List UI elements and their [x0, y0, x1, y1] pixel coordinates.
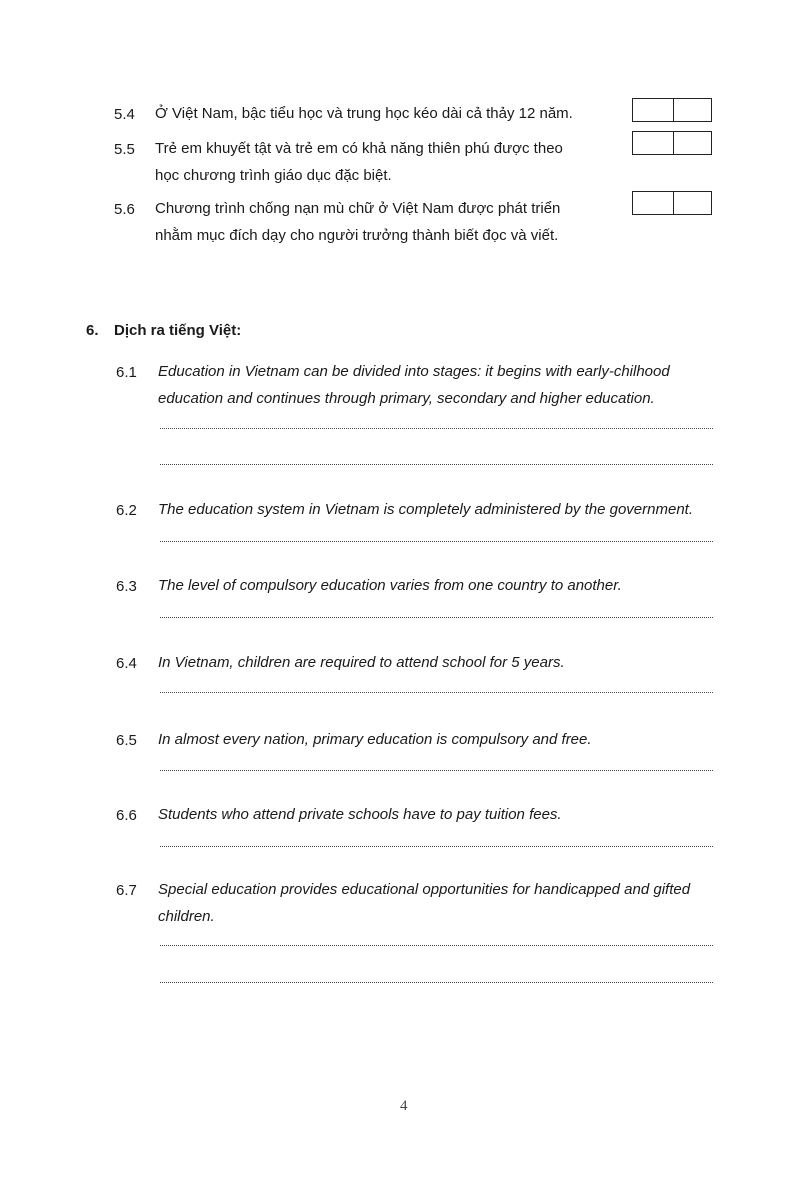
- question-number: 5.4: [114, 106, 135, 123]
- answer-box[interactable]: [632, 98, 712, 122]
- answer-line[interactable]: [160, 692, 713, 693]
- item-text: In almost every nation, primary education is compulsory and free.: [158, 731, 592, 748]
- item-number: 6.1: [116, 364, 137, 381]
- answer-line[interactable]: [160, 945, 713, 946]
- item-number: 6.5: [116, 732, 137, 749]
- section-number: 6.: [86, 322, 99, 339]
- section-heading: [86, 322, 241, 339]
- answer-line[interactable]: [160, 541, 713, 542]
- question-text: Trẻ em khuyết tật và trẻ em có khả năng thiên phú được theo học chương trình giáo dục đặc biệt.: [155, 140, 563, 184]
- item-number: 6.3: [116, 578, 137, 595]
- answer-box-divider: [673, 192, 674, 214]
- answer-line[interactable]: [160, 770, 713, 771]
- item-text: In Vietnam, children are required to attend school for 5 years.: [158, 654, 565, 671]
- item-text: The level of compulsory education varies from one country to another.: [158, 577, 622, 594]
- item-text: Special education provides educational opportunities for handicapped and gifted children.: [158, 881, 691, 925]
- answer-line[interactable]: [160, 617, 713, 618]
- item-text: The education system in Vietnam is completely administered by the government.: [158, 501, 693, 518]
- item-text: Education in Vietnam can be divided into stages: it begins with early-chilhood education and continues through primary, secondary and higher education.: [158, 363, 670, 407]
- question-number: 5.6: [114, 201, 135, 218]
- answer-line[interactable]: [160, 846, 713, 847]
- answer-box-divider: [673, 132, 674, 154]
- question-text: Ở Việt Nam, bậc tiểu học và trung học kéo dài cả thảy 12 năm.: [155, 105, 573, 122]
- question-text: Chương trình chống nạn mù chữ ở Việt Nam được phát triển nhằm mục đích dạy cho người trưởng thành biết đọc và viết.: [155, 200, 561, 244]
- answer-box[interactable]: [632, 131, 712, 155]
- section-title: Dịch ra tiếng Việt:: [114, 322, 242, 339]
- question-number: 5.5: [114, 141, 135, 158]
- answer-line[interactable]: [160, 464, 713, 465]
- item-number: 6.7: [116, 882, 137, 899]
- answer-box-divider: [673, 99, 674, 121]
- item-number: 6.4: [116, 655, 137, 672]
- item-text: Students who attend private schools have to pay tuition fees.: [158, 806, 562, 823]
- answer-box[interactable]: [632, 191, 712, 215]
- item-number: 6.6: [116, 807, 137, 824]
- answer-line[interactable]: [160, 982, 713, 983]
- answer-line[interactable]: [160, 428, 713, 429]
- item-number: 6.2: [116, 502, 137, 519]
- page-number: 4: [400, 1098, 408, 1114]
